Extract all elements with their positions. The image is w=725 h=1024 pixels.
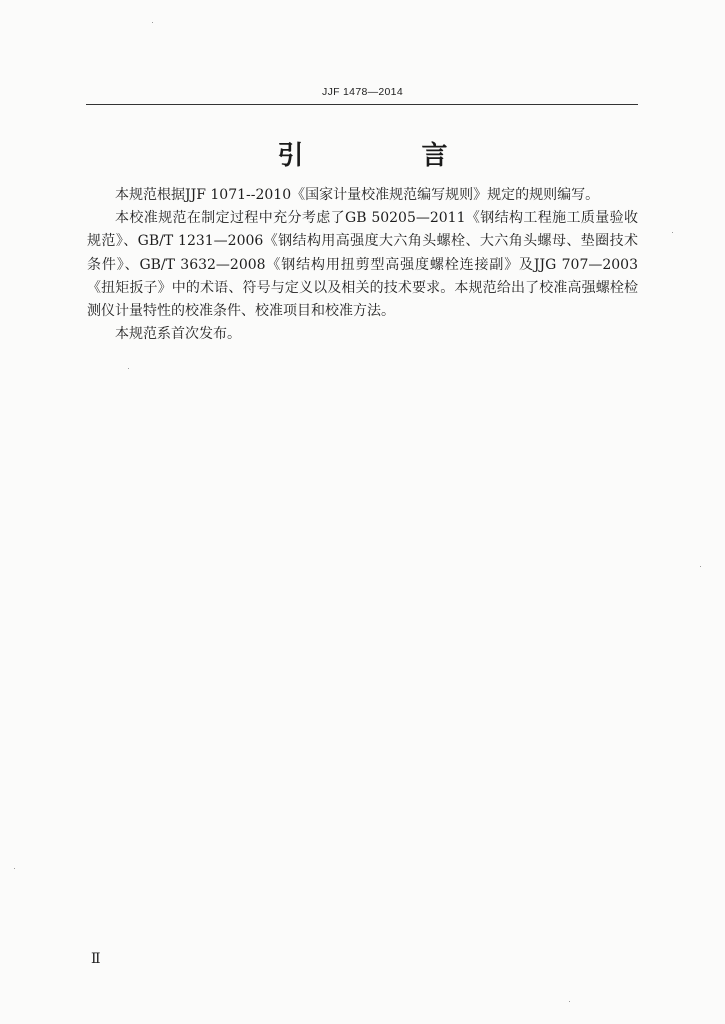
scan-speck [128,368,129,369]
scan-speck [569,1001,570,1002]
section-title: 引 言 [277,141,494,171]
scan-speck [700,566,701,567]
scan-speck [672,232,673,233]
header-rule [86,104,638,105]
scan-speck [152,22,153,23]
body-text [87,184,638,346]
paragraph-references: 本校准规范在制定过程中充分考虑了GB 50205—2011《钢结构工程施工质量验收规范》、GB/T 1231—2006《钢结构用高强度大六角头螺栓、大六角头螺母、垫圈技术条件》、GB/T 3632—2008《钢结构用扭剪型高强度螺栓连接副》及JJG 707—2003《扭矩扳子》中的术语、符号与定义以及相关的技术要求。本规范给出了校准高强螺栓检测仪计量特性的校准条件、校准项目和校准方法。 [87,210,638,320]
scan-speck [14,868,15,869]
paragraph-basis: 本规范根据JJF 1071--2010《国家计量校准规范编写规则》规定的规则编写。 [115,187,600,203]
paragraph-first-release: 本规范系首次发布。 [115,326,241,343]
page-number: Ⅱ [91,952,101,967]
running-header-code: JJF 1478—2014 [322,86,403,98]
